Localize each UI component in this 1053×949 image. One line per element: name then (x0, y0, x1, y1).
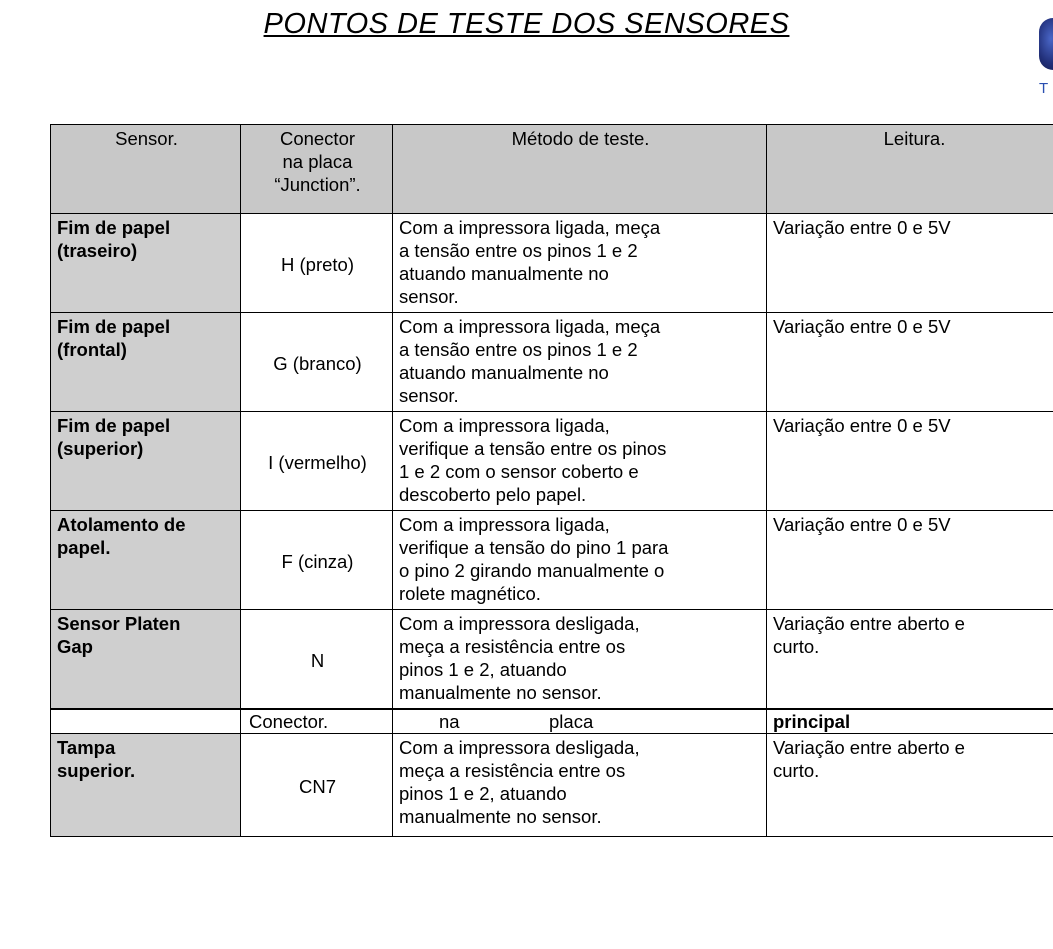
connector-cell: N (241, 610, 393, 710)
table-row (51, 313, 1053, 412)
section-row-main-board (51, 709, 1053, 734)
method-line: descoberto pelo papel. (399, 484, 587, 505)
reading-cell (767, 734, 1053, 837)
table-header-row (51, 125, 1053, 214)
page-title: PONTOS DE TESTE DOS SENSORES (263, 8, 790, 40)
section-blank-cell (51, 709, 241, 734)
method-line: Com a impressora ligada, (399, 514, 610, 535)
sensor-name-line1: Atolamento de (57, 514, 186, 535)
method-line: o pino 2 girando manualmente o (399, 560, 665, 581)
sensor-name-line2: (traseiro) (57, 240, 138, 261)
method-cell (393, 511, 767, 610)
sensor-test-table (50, 124, 1053, 837)
method-line: Com a impressora desligada, (399, 737, 640, 758)
header-sensor: Sensor. (51, 125, 241, 214)
reading-line1: Variação entre aberto e (773, 737, 965, 758)
method-cell (393, 412, 767, 511)
connector-cell: H (preto) (241, 214, 393, 313)
method-line: sensor. (399, 385, 459, 406)
table-row (51, 214, 1053, 313)
sensor-name-line2: superior. (57, 760, 136, 781)
blue-logo-icon (1039, 18, 1053, 70)
header-connector-line2: na placa (282, 151, 353, 172)
header-connector-line1: Conector (279, 128, 356, 149)
connector-cell: F (cinza) (241, 511, 393, 610)
method-line: sensor. (399, 286, 459, 307)
reading-cell: Variação entre 0 e 5V (767, 313, 1053, 412)
connector-cell: CN7 (241, 734, 393, 837)
header-reading: Leitura. (767, 125, 1053, 214)
header-connector (241, 125, 393, 214)
sensor-name-line2: Gap (57, 636, 93, 657)
method-line: a tensão entre os pinos 1 e 2 (399, 339, 638, 360)
sensor-name-line2: papel. (57, 537, 111, 558)
method-line: rolete magnético. (399, 583, 541, 604)
table-row (51, 610, 1053, 710)
method-line: pinos 1 e 2, atuando (399, 783, 567, 804)
method-line: manualmente no sensor. (399, 682, 602, 703)
table-row (51, 734, 1053, 837)
method-line: meça a resistência entre os (399, 636, 626, 657)
sensor-name-line2: (frontal) (57, 339, 127, 360)
sensor-cell (51, 610, 241, 710)
method-cell (393, 734, 767, 837)
method-line: manualmente no sensor. (399, 806, 602, 827)
corner-logo-glyph: T (1039, 80, 1049, 97)
method-line: verifique a tensão entre os pinos (399, 438, 667, 459)
connector-cell: I (vermelho) (241, 412, 393, 511)
sensor-name-line1: Tampa (57, 737, 116, 758)
section-word-placa: placa (549, 711, 594, 732)
method-line: 1 e 2 com o sensor coberto e (399, 461, 639, 482)
method-line: a tensão entre os pinos 1 e 2 (399, 240, 638, 261)
table-row (51, 511, 1053, 610)
section-word-principal: principal (767, 709, 1053, 734)
section-word-connector: Conector. (241, 709, 393, 734)
method-line: Com a impressora desligada, (399, 613, 640, 634)
sensor-cell (51, 412, 241, 511)
sensor-name-line1: Fim de papel (57, 415, 171, 436)
section-word-na-placa (393, 709, 767, 734)
sensor-name-line1: Fim de papel (57, 217, 171, 238)
method-cell (393, 214, 767, 313)
corner-logo (1037, 18, 1053, 98)
reading-line2: curto. (773, 760, 820, 781)
sensor-name-line1: Fim de papel (57, 316, 171, 337)
method-line: verifique a tensão do pino 1 para (399, 537, 669, 558)
method-line: atuando manualmente no (399, 362, 609, 383)
method-line: Com a impressora ligada, meça (399, 217, 661, 238)
method-line: pinos 1 e 2, atuando (399, 659, 567, 680)
sensor-name-line1: Sensor Platen (57, 613, 181, 634)
method-cell (393, 313, 767, 412)
table-row (51, 412, 1053, 511)
section-word-na: na (439, 711, 460, 732)
method-line: meça a resistência entre os (399, 760, 626, 781)
sensor-cell (51, 313, 241, 412)
reading-cell: Variação entre 0 e 5V (767, 412, 1053, 511)
reading-cell: Variação entre 0 e 5V (767, 214, 1053, 313)
sensor-name-line2: (superior) (57, 438, 144, 459)
reading-line1: Variação entre aberto e (773, 613, 965, 634)
method-line: atuando manualmente no (399, 263, 609, 284)
sensor-cell (51, 214, 241, 313)
reading-cell: Variação entre 0 e 5V (767, 511, 1053, 610)
method-line: Com a impressora ligada, meça (399, 316, 661, 337)
method-line: Com a impressora ligada, (399, 415, 610, 436)
sensor-cell (51, 511, 241, 610)
method-cell (393, 610, 767, 710)
connector-cell: G (branco) (241, 313, 393, 412)
reading-line2: curto. (773, 636, 820, 657)
header-method: Método de teste. (393, 125, 767, 214)
reading-cell (767, 610, 1053, 710)
sensor-cell (51, 734, 241, 837)
header-connector-line3: “Junction”. (274, 174, 361, 195)
